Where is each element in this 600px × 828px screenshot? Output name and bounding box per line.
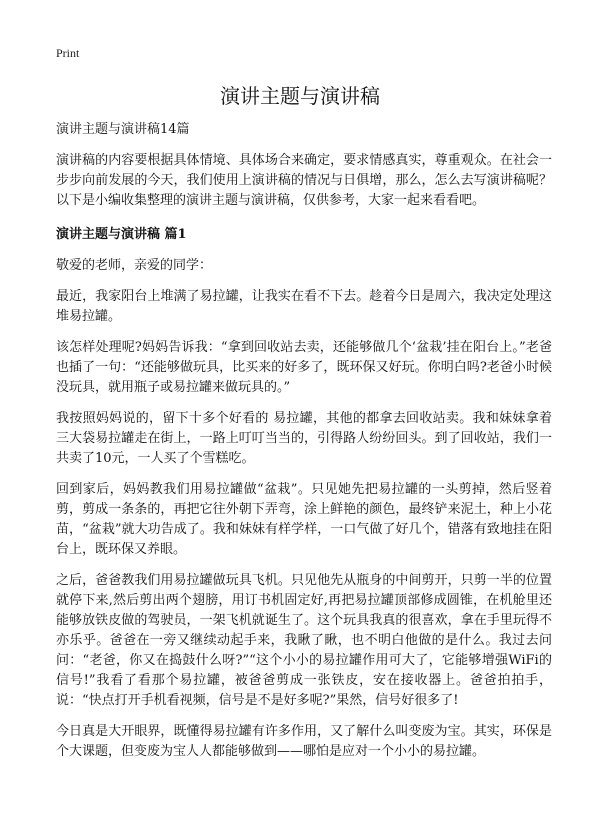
section-heading: 演讲主题与演讲稿 篇1 xyxy=(56,227,187,242)
article-body xyxy=(56,120,552,773)
intro-paragraph: 演讲稿的内容要根据具体情境、具体场合来确定，要求情感真实，尊重观众。在社会一步步向前发展的今天，我们使用上演讲稿的情况与日俱增，那么，怎么去写演讲稿呢？以下是小编收集整理的演讲主题与演讲稿，仅供参考，大家一起来看看吧。 xyxy=(56,153,552,208)
print-link[interactable]: Print xyxy=(56,46,80,60)
body-paragraph: 今日真是大开眼界，既懂得易拉罐有许多作用，又了解什么叫变废为宝。其实，环保是个大课题，但变废为宝人人都能够做到——哪怕是应对一个小小的易拉罐。 xyxy=(56,724,552,759)
body-paragraph: 我按照妈妈说的，留下十多个好看的 易拉罐，其他的都拿去回收站卖。我和妹妹拿着三大袋易拉罐走在街上，一路上叮叮当当的，引得路人纷纷回头。到了回收站，我们一共卖了10元，一人买了个雪糕吃。 xyxy=(56,411,552,466)
salutation: 敬爱的老师，亲爱的同学： xyxy=(56,258,213,273)
body-paragraph: 回到家后，妈妈教我们用易拉罐做“盆栽”。只见她先把易拉罐的一头剪掉，然后竖着剪，剪成一条条的，再把它往外朝下弄弯，涂上鲜艳的颜色，最终铲来泥土，种上小花苗，“盆栽”就大功告成了。我和妹妹有样学样，一口气做了好几个，错落有致地挂在阳台上，既环保又养眼。 xyxy=(56,482,552,557)
page-title: 演讲主题与演讲稿 xyxy=(220,84,380,108)
body-paragraph: 之后，爸爸教我们用易拉罐做玩具飞机。只见他先从瓶身的中间剪开，只剪一半的位置就停下来,然后剪出两个翅膀，用订书机固定好,再把易拉罐顶部修成圆锥，在机舱里还能够放铁皮做的驾驶员，一架飞机就诞生了。这个玩具我真的很喜欢，拿在手里玩得不亦乐乎。爸爸在一旁又继续动起手来，我瞅了瞅，也不明白他做的是什么。我过去问问：“老爸，你又在捣鼓什么呀?”“这个小小的易拉罐作用可大了，它能够增强WiFi的信号!”我看了看那个易拉罐，被爸爸剪成一张铁皮，安在接收器上。爸爸拍拍手，说：“快点打开手机看视频，信号是不是好多呢?”果然，信号好很多了! xyxy=(56,573,552,708)
subtitle: 演讲主题与演讲稿14篇 xyxy=(56,122,190,137)
body-paragraph: 最近，我家阳台上堆满了易拉罐，让我实在看不下去。趁着今日是周六，我决定处理这堆易拉罐。 xyxy=(56,289,552,324)
body-paragraph: 该怎样处理呢?妈妈告诉我：“拿到回收站去卖，还能够做几个‘盆栽’挂在阳台上。”老爸也插了一句：“还能够做玩具，比买来的好多了，既环保又好玩。你明白吗?老爸小时候没玩具，就用瓶子或易拉罐来做玩具的。” xyxy=(56,340,552,395)
